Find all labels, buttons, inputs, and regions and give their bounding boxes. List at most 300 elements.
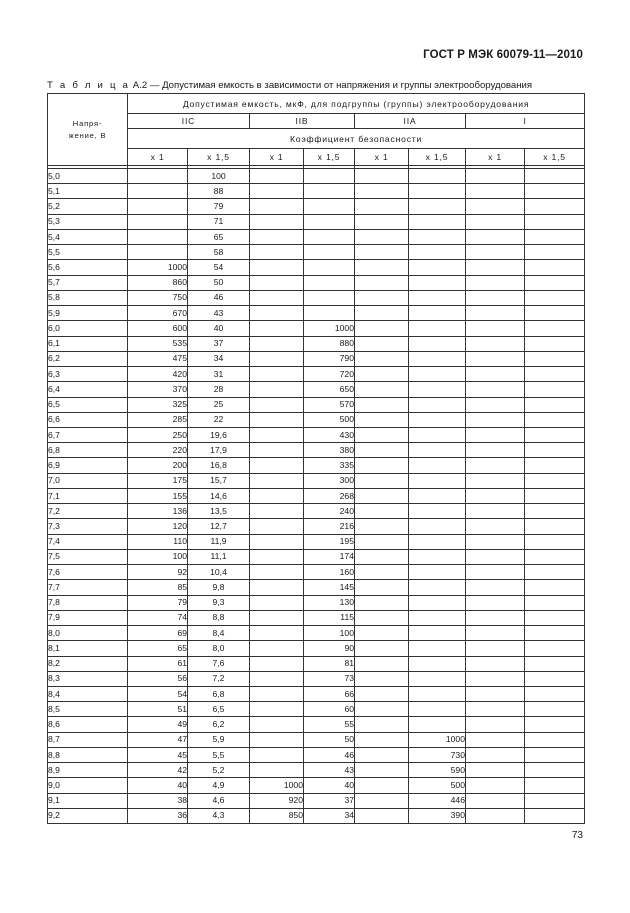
cell-i-x1 [466,580,525,595]
group-header-iia: IIA [355,114,466,129]
table-row [48,580,585,595]
cell-iib-x1 [250,473,304,488]
cell-iic-x1: 220 [128,443,188,458]
table-row [48,747,585,762]
cell-iib-x1: 850 [250,808,304,823]
cell-voltage: 5,3 [48,214,128,229]
cell-iic-x15: 28 [188,382,250,397]
cell-i-x1 [466,778,525,793]
cell-iic-x1: 54 [128,686,188,701]
cell-voltage: 6,4 [48,382,128,397]
cell-iic-x1: 36 [128,808,188,823]
cell-iib-x1 [250,412,304,427]
cell-i-x15 [525,626,585,641]
cell-iia-x15 [409,184,466,199]
cell-iic-x15: 5,2 [188,763,250,778]
cell-iia-x1 [355,321,409,336]
cell-iib-x15: 430 [304,427,355,442]
table-row [48,656,585,671]
cell-voltage: 9,0 [48,778,128,793]
cell-iic-x1 [128,229,188,244]
cell-iib-x15: 46 [304,747,355,762]
cell-iic-x1: 325 [128,397,188,412]
cell-iib-x15: 335 [304,458,355,473]
cell-iia-x1 [355,397,409,412]
cell-iic-x1: 74 [128,610,188,625]
table-row [48,808,585,823]
cell-i-x15 [525,458,585,473]
cell-iib-x1: 920 [250,793,304,808]
cell-iic-x1: 79 [128,595,188,610]
cell-voltage: 6,5 [48,397,128,412]
cell-iia-x15 [409,610,466,625]
table-row [48,260,585,275]
cell-voltage: 8,8 [48,747,128,762]
capacity-header: Допустимая емкость, мкФ, для подгруппы (группы) электрооборудования [128,94,585,114]
cell-iib-x15: 195 [304,534,355,549]
cell-iib-x1 [250,443,304,458]
cell-iib-x15: 300 [304,473,355,488]
cell-iic-x15: 8,4 [188,626,250,641]
cell-iia-x1 [355,549,409,564]
cell-voltage: 8,0 [48,626,128,641]
cell-iib-x15: 90 [304,641,355,656]
document-code: ГОСТ Р МЭК 60079-11—2010 [423,49,583,61]
cell-iib-x15: 145 [304,580,355,595]
cell-iib-x15: 650 [304,382,355,397]
cell-iia-x1 [355,534,409,549]
cell-iib-x15: 50 [304,732,355,747]
cell-i-x15 [525,656,585,671]
cell-iib-x15: 43 [304,763,355,778]
factor-header: x 1,5 [409,149,466,166]
cell-i-x15 [525,184,585,199]
cell-voltage: 6,3 [48,367,128,382]
cell-iib-x1 [250,610,304,625]
cell-voltage: 6,8 [48,443,128,458]
cell-iia-x1 [355,778,409,793]
cell-iic-x1 [128,169,188,184]
cell-voltage: 8,4 [48,686,128,701]
cell-iia-x1 [355,565,409,580]
cell-voltage: 5,9 [48,306,128,321]
cell-iia-x15 [409,290,466,305]
cell-voltage: 7,7 [48,580,128,595]
factor-header: x 1,5 [188,149,250,166]
cell-i-x15 [525,565,585,580]
cell-iia-x1 [355,580,409,595]
cell-iia-x15 [409,473,466,488]
cell-i-x15 [525,306,585,321]
table-row [48,412,585,427]
cell-iia-x1 [355,732,409,747]
cell-iia-x1 [355,260,409,275]
cell-voltage: 8,1 [48,641,128,656]
cell-i-x15 [525,595,585,610]
cell-i-x15 [525,199,585,214]
table-row [48,199,585,214]
cell-i-x1 [466,214,525,229]
cell-voltage: 5,5 [48,245,128,260]
cell-iib-x1 [250,565,304,580]
cell-iia-x15 [409,351,466,366]
table-caption-text: А.2 — Допустимая емкость в зависимости от напряжения и группы электрооборудования [132,80,533,91]
table-row [48,229,585,244]
cell-iia-x1 [355,610,409,625]
table-row [48,427,585,442]
cell-iic-x15: 10,4 [188,565,250,580]
cell-iia-x15 [409,549,466,564]
cell-i-x15 [525,671,585,686]
cell-iib-x1 [250,656,304,671]
cell-iia-x1 [355,306,409,321]
cell-iib-x15 [304,245,355,260]
cell-iia-x1 [355,473,409,488]
cell-iia-x15 [409,245,466,260]
table-caption-label: Т а б л и ц а [47,80,131,91]
cell-voltage: 8,9 [48,763,128,778]
cell-iib-x1 [250,306,304,321]
cell-i-x1 [466,717,525,732]
cell-iib-x15 [304,184,355,199]
cell-i-x15 [525,214,585,229]
cell-i-x15 [525,610,585,625]
cell-iia-x15 [409,397,466,412]
table-row [48,473,585,488]
table-body [48,169,585,824]
cell-iic-x1: 285 [128,412,188,427]
cell-iia-x1 [355,504,409,519]
cell-iib-x15 [304,229,355,244]
cell-voltage: 7,2 [48,504,128,519]
cell-iic-x1: 600 [128,321,188,336]
cell-iib-x1 [250,169,304,184]
cell-iia-x15 [409,702,466,717]
cell-voltage: 5,0 [48,169,128,184]
cell-iic-x1: 535 [128,336,188,351]
cell-i-x15 [525,351,585,366]
cell-iia-x1 [355,275,409,290]
cell-i-x1 [466,641,525,656]
cell-i-x15 [525,717,585,732]
cell-iib-x1 [250,458,304,473]
cell-iib-x1 [250,275,304,290]
table-row [48,793,585,808]
cell-i-x1 [466,549,525,564]
cell-iia-x15 [409,169,466,184]
cell-iia-x1 [355,793,409,808]
factor-header: x 1 [250,149,304,166]
cell-i-x1 [466,656,525,671]
cell-iib-x15 [304,214,355,229]
cell-i-x15 [525,580,585,595]
cell-iia-x1 [355,443,409,458]
cell-iic-x1 [128,184,188,199]
cell-iia-x15 [409,565,466,580]
cell-iic-x15: 8,0 [188,641,250,656]
cell-i-x15 [525,367,585,382]
cell-iib-x15 [304,169,355,184]
table-row [48,382,585,397]
cell-i-x1 [466,199,525,214]
cell-iib-x15: 500 [304,412,355,427]
cell-iic-x15: 7,2 [188,671,250,686]
table-caption [47,80,532,91]
table-row [48,549,585,564]
factor-header: x 1 [355,149,409,166]
cell-i-x1 [466,488,525,503]
cell-iic-x1 [128,245,188,260]
table-row [48,595,585,610]
cell-iia-x15: 590 [409,763,466,778]
cell-iia-x1 [355,747,409,762]
cell-iib-x1 [250,290,304,305]
cell-i-x1 [466,747,525,762]
cell-iic-x15: 11,1 [188,549,250,564]
cell-iia-x15 [409,427,466,442]
cell-voltage: 5,1 [48,184,128,199]
cell-iib-x15: 720 [304,367,355,382]
cell-iic-x1: 860 [128,275,188,290]
cell-iic-x1 [128,199,188,214]
cell-iic-x1: 100 [128,549,188,564]
cell-iic-x1: 670 [128,306,188,321]
cell-iib-x15: 216 [304,519,355,534]
cell-iia-x1 [355,351,409,366]
cell-iic-x1: 200 [128,458,188,473]
cell-iib-x1 [250,702,304,717]
cell-i-x1 [466,671,525,686]
cell-iib-x1 [250,336,304,351]
cell-iic-x15: 11,9 [188,534,250,549]
cell-iib-x1 [250,534,304,549]
cell-iic-x15: 8,8 [188,610,250,625]
cell-i-x15 [525,321,585,336]
cell-iib-x15: 37 [304,793,355,808]
cell-voltage: 6,7 [48,427,128,442]
cell-iib-x1: 1000 [250,778,304,793]
cell-i-x1 [466,275,525,290]
cell-i-x15 [525,778,585,793]
table-row [48,641,585,656]
cell-i-x15 [525,519,585,534]
cell-voltage: 8,6 [48,717,128,732]
cell-iia-x1 [355,382,409,397]
cell-iic-x15: 71 [188,214,250,229]
cell-iia-x1 [355,214,409,229]
cell-iia-x15 [409,519,466,534]
cell-iic-x1: 42 [128,763,188,778]
cell-iib-x1 [250,229,304,244]
cell-iic-x1 [128,214,188,229]
cell-i-x15 [525,747,585,762]
cell-iia-x15: 446 [409,793,466,808]
cell-iib-x1 [250,641,304,656]
cell-iia-x15 [409,443,466,458]
table-row [48,671,585,686]
cell-iic-x15: 7,6 [188,656,250,671]
cell-iic-x15: 6,5 [188,702,250,717]
cell-iic-x15: 58 [188,245,250,260]
cell-iia-x15 [409,367,466,382]
cell-iib-x15: 55 [304,717,355,732]
cell-voltage: 7,3 [48,519,128,534]
cell-iib-x15: 66 [304,686,355,701]
cell-i-x1 [466,367,525,382]
table-row [48,717,585,732]
cell-i-x15 [525,397,585,412]
cell-iic-x1: 1000 [128,260,188,275]
cell-iib-x15: 880 [304,336,355,351]
cell-voltage: 5,7 [48,275,128,290]
cell-i-x1 [466,732,525,747]
cell-iia-x1 [355,427,409,442]
cell-iic-x15: 15,7 [188,473,250,488]
cell-i-x15 [525,412,585,427]
cell-iia-x15: 1000 [409,732,466,747]
cell-voltage: 7,5 [48,549,128,564]
cell-iia-x1 [355,808,409,823]
cell-iib-x1 [250,245,304,260]
cell-iia-x15 [409,717,466,732]
cell-voltage: 5,8 [48,290,128,305]
cell-iib-x15: 174 [304,549,355,564]
cell-voltage: 7,4 [48,534,128,549]
cell-iic-x1: 750 [128,290,188,305]
table-row [48,534,585,549]
cell-i-x1 [466,504,525,519]
cell-iia-x15 [409,336,466,351]
table-row [48,290,585,305]
cell-i-x1 [466,229,525,244]
cell-i-x1 [466,565,525,580]
cell-i-x15 [525,245,585,260]
capacitance-table [47,93,585,824]
cell-iia-x15 [409,580,466,595]
cell-i-x15 [525,427,585,442]
cell-i-x1 [466,382,525,397]
cell-iic-x1: 475 [128,351,188,366]
cell-i-x1 [466,427,525,442]
cell-i-x15 [525,763,585,778]
cell-i-x1 [466,610,525,625]
cell-iia-x15 [409,229,466,244]
table-row [48,397,585,412]
cell-iic-x15: 13,5 [188,504,250,519]
cell-iib-x1 [250,260,304,275]
cell-iib-x1 [250,504,304,519]
cell-i-x1 [466,686,525,701]
cell-i-x1 [466,793,525,808]
cell-iic-x1: 155 [128,488,188,503]
cell-iia-x1 [355,488,409,503]
cell-iia-x1 [355,199,409,214]
cell-iia-x15 [409,488,466,503]
table-row [48,488,585,503]
safety-factor-header: Коэффициент безопасности [128,129,585,149]
factor-header: x 1,5 [304,149,355,166]
cell-iic-x1: 420 [128,367,188,382]
cell-iib-x1 [250,321,304,336]
cell-iib-x15: 73 [304,671,355,686]
table-row [48,367,585,382]
cell-iib-x1 [250,580,304,595]
cell-iia-x1 [355,641,409,656]
cell-iia-x15 [409,412,466,427]
cell-i-x15 [525,169,585,184]
table-row [48,351,585,366]
cell-voltage: 6,2 [48,351,128,366]
table-row [48,504,585,519]
cell-voltage: 9,1 [48,793,128,808]
cell-voltage: 8,3 [48,671,128,686]
cell-iib-x15: 570 [304,397,355,412]
table-row [48,763,585,778]
cell-iib-x1 [250,427,304,442]
cell-iic-x1: 47 [128,732,188,747]
cell-iia-x15 [409,626,466,641]
table-row [48,169,585,184]
cell-iib-x15: 1000 [304,321,355,336]
cell-i-x1 [466,397,525,412]
cell-i-x1 [466,808,525,823]
cell-iia-x15 [409,595,466,610]
cell-iic-x15: 6,2 [188,717,250,732]
cell-iia-x15: 390 [409,808,466,823]
cell-iia-x15 [409,275,466,290]
cell-voltage: 8,5 [48,702,128,717]
cell-i-x1 [466,412,525,427]
cell-iib-x15: 60 [304,702,355,717]
cell-iia-x1 [355,412,409,427]
cell-iic-x1: 120 [128,519,188,534]
cell-iib-x15 [304,275,355,290]
cell-iib-x1 [250,747,304,762]
table-row [48,610,585,625]
cell-iib-x15: 160 [304,565,355,580]
cell-iib-x15: 380 [304,443,355,458]
cell-iib-x1 [250,382,304,397]
cell-iib-x15: 130 [304,595,355,610]
table-row [48,336,585,351]
cell-i-x15 [525,336,585,351]
cell-iia-x1 [355,717,409,732]
cell-iic-x1: 136 [128,504,188,519]
cell-iic-x15: 100 [188,169,250,184]
cell-i-x1 [466,321,525,336]
table-row [48,184,585,199]
cell-iia-x1 [355,229,409,244]
cell-iic-x1: 110 [128,534,188,549]
cell-voltage: 6,6 [48,412,128,427]
cell-i-x1 [466,519,525,534]
cell-i-x1 [466,443,525,458]
cell-iic-x15: 4,9 [188,778,250,793]
cell-iic-x15: 17,9 [188,443,250,458]
factor-header: x 1 [128,149,188,166]
cell-i-x1 [466,336,525,351]
cell-iia-x15 [409,686,466,701]
cell-iia-x15 [409,321,466,336]
cell-iic-x1: 250 [128,427,188,442]
cell-iib-x1 [250,184,304,199]
cell-i-x15 [525,382,585,397]
cell-voltage: 9,2 [48,808,128,823]
table-row [48,732,585,747]
cell-iic-x1: 40 [128,778,188,793]
cell-iia-x1 [355,458,409,473]
table-row [48,321,585,336]
